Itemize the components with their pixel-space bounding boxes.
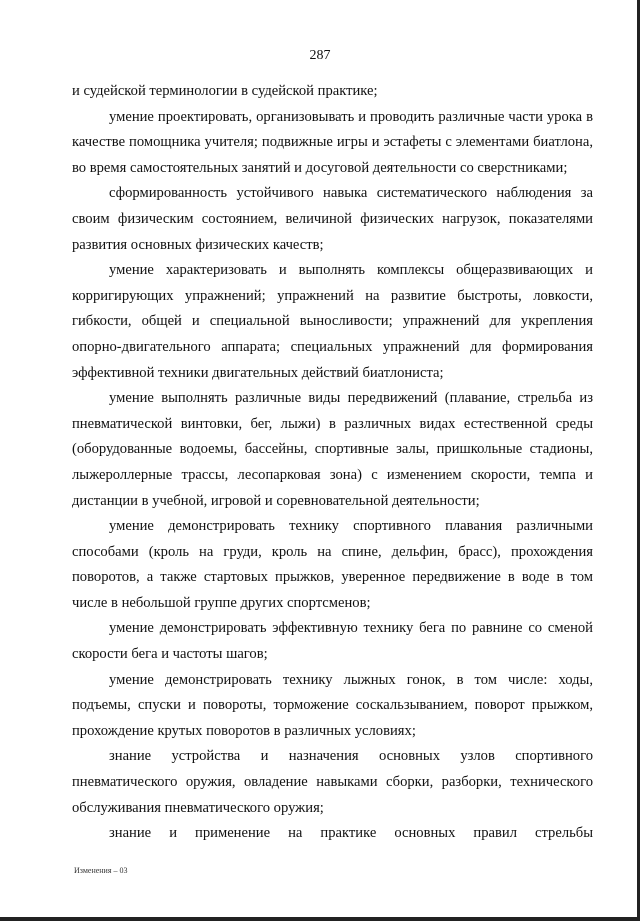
paragraph-2: умение проектировать, организовывать и проводить различные части урока в качестве помощника учителя; подвижные игры и эстафеты с элементами биатлона, во время самостоятельных занятий и досуговой деятельности со сверстниками; (72, 108, 593, 176)
paragraph-8: умение демонстрировать технику лыжных гонок, в том числе: ходы, подъемы, спуски и повороты, торможение соскальзыванием, поворот прыжком, прохождение крутых поворотов в различных условиях; (72, 671, 593, 739)
paragraph-3: сформированность устойчивого навыка систематического наблюдения за своим физическим состоянием, величиной физических нагрузок, показателями развития основных физических качеств; (72, 185, 593, 253)
paragraph-4: умение характеризовать и выполнять комплексы общеразвивающих и корригирующих упражнений; упражнений на развитие быстроты, ловкости, гибкости, общей и специальной выносливости; упражнений для укрепления опорно-двигательного аппарата; специальных упражнений для формирования эффективной техники двигательных действий биатлониста; (72, 262, 593, 381)
paragraph-6: умение демонстрировать технику спортивного плавания различными способами (кроль на груди, кроль на спине, дельфин, брасс), прохождения поворотов, а также стартовых прыжков, уверенное передвижение в воде в том числе в небольшой группе других спортсменов; (72, 518, 593, 611)
revision-note: Изменения – 03 (74, 866, 128, 875)
document-body (72, 79, 593, 847)
paragraph-7: умение демонстрировать эффективную технику бега по равнине со сменой скорости бега и частоты шагов; (72, 620, 593, 663)
scan-edge-bottom (0, 917, 640, 921)
paragraph-5: умение выполнять различные виды передвижений (плавание, стрельба из пневматической винтовки, бег, лыжи) в различных видах естественной среды (оборудованные водоемы, бассейны, спортивные залы, пришкольные стадионы, лыжероллерные трассы, лесопарковая зона) с изменением скорости, темпа и дистанции в учебной, игровой и соревновательной деятельности; (72, 390, 593, 509)
paragraph-1: и судейской терминологии в судейской практике; (72, 83, 378, 99)
page-number: 287 (309, 48, 331, 63)
paragraph-10: знание и применение на практике основных правил стрельбы (109, 825, 593, 842)
paragraph-9: знание устройства и назначения основных узлов спортивного пневматического оружия, овладение навыками сборки, разборки, технического обслуживания пневматического оружия; (72, 748, 593, 816)
